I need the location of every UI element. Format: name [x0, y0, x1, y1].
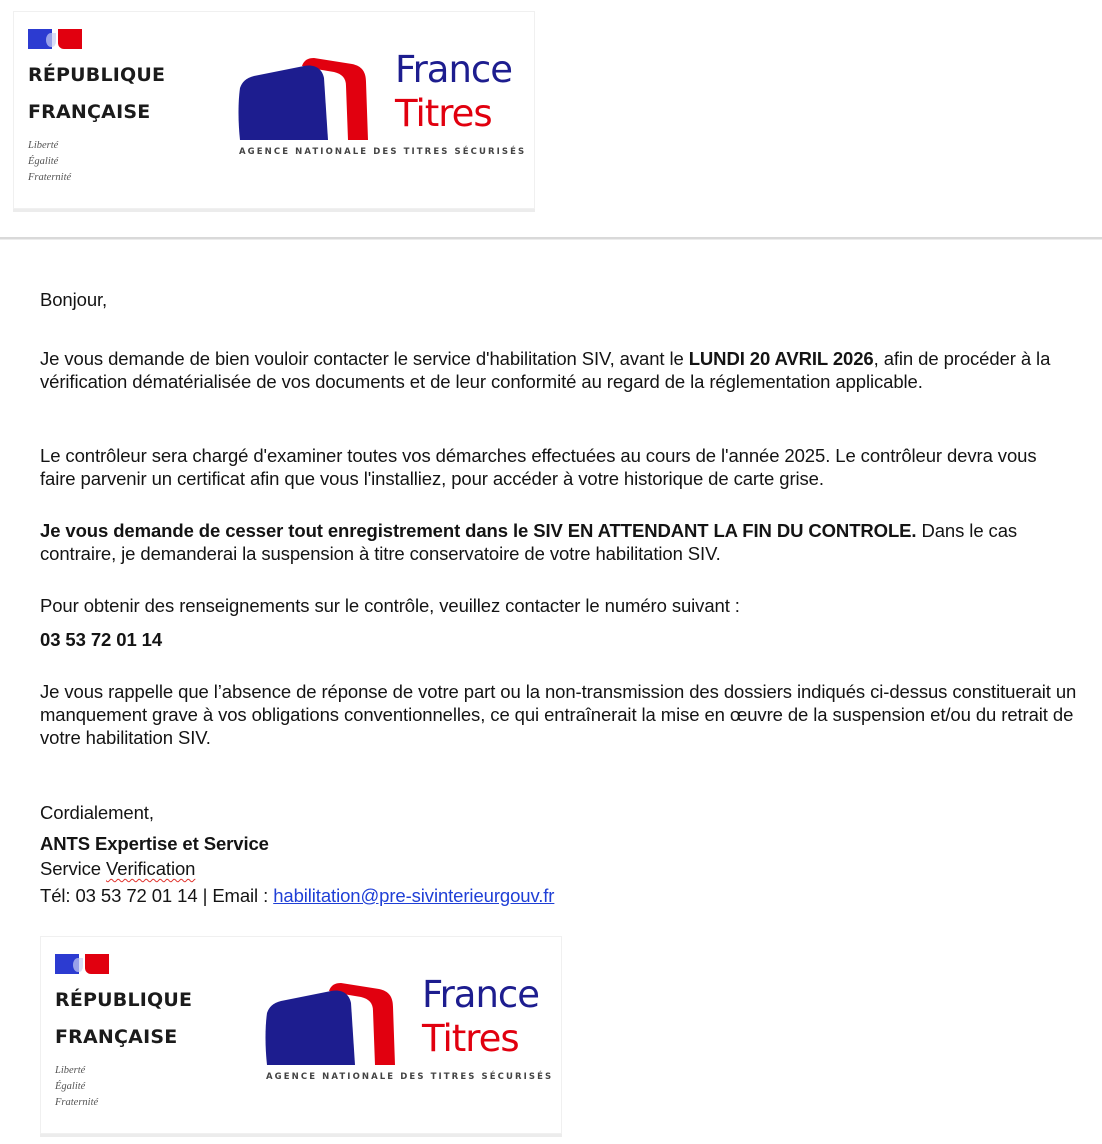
closing: Cordialement, [40, 802, 154, 823]
francaise-label: FRANÇAISE [28, 101, 151, 123]
service-prefix: Service [40, 858, 107, 879]
motto [28, 138, 71, 186]
francaise-label: FRANÇAISE [55, 1026, 178, 1048]
france-titres-emblem-icon [234, 52, 374, 140]
contact-prefix: Tél: 03 53 72 01 14 | Email : [40, 885, 274, 906]
motto-fraternite: Fraternité [28, 172, 72, 183]
paragraph-controller: Le contrôleur sera chargé d'examiner toutes vos démarches effectuées au cours de l'année 2025. Le contrôleur devra vous faire parvenir un certificat afin que vous l'installiez, pour accéder à votre historique de carte grise. [40, 445, 1037, 489]
brand-titres: Titres [422, 1017, 519, 1060]
republique-label: RÉPUBLIQUE [28, 64, 166, 86]
header-separator [0, 237, 1102, 240]
deadline-date: LUNDI 20 AVRIL 2026 [688, 348, 874, 369]
motto-liberte: Liberté [55, 1065, 86, 1076]
paragraph-info: Pour obtenir des renseignements sur le contrôle, veuillez contacter le numéro suivant : [40, 595, 740, 616]
greeting: Bonjour, [40, 289, 108, 310]
signature-service [40, 857, 195, 880]
signature-contact [40, 884, 554, 907]
p1-text-end: , afin de procéder à la vérification dématérialisée de vos documents et de leur conformité au regard de la réglementation applicable. [40, 348, 1051, 392]
p1-text: Je vous demande de bien vouloir contacter le service d'habilitation SIV, avant le [40, 348, 689, 369]
agency-tagline: AGENCE NATIONALE DES TITRES SÉCURISÉS [266, 1072, 554, 1082]
motto [55, 1063, 98, 1111]
p3-text: Dans le cas contraire, je demanderai la suspension à titre conservatoire de votre habilitation SIV. [40, 520, 1018, 564]
paragraph-stop-registration [40, 519, 1070, 565]
service-word: Verification [106, 858, 196, 879]
republique-label: RÉPUBLIQUE [55, 989, 193, 1011]
header-logo-banner [13, 11, 535, 209]
marianne-flag-icon [55, 954, 109, 974]
brand-france: France [395, 48, 513, 91]
motto-egalite: Égalité [55, 1081, 86, 1092]
phone-number: 03 53 72 01 14 [40, 629, 163, 650]
marianne-flag-icon [28, 29, 82, 49]
motto-liberte: Liberté [28, 140, 59, 151]
agency-tagline: AGENCE NATIONALE DES TITRES SÉCURISÉS [239, 147, 527, 157]
brand-france: France [422, 973, 540, 1016]
france-titres-emblem-icon [261, 977, 401, 1065]
paragraph-reminder: Je vous rappelle que l’absence de réponse de votre part ou la non-transmission des dossiers indiqués ci-dessus constituerait un manquement grave à vos obligations conventionnelles, ce qui entraînerait la mise en œuvre de la suspension et/ou du retrait de votre habilitation SIV. [40, 681, 1077, 748]
paragraph-contact-request [40, 347, 1070, 393]
signature-name: ANTS Expertise et Service [40, 833, 269, 854]
email-link[interactable]: habilitation@pre-sivinterieurgouv.fr [273, 885, 555, 906]
motto-fraternite: Fraternité [55, 1097, 99, 1108]
motto-egalite: Égalité [28, 156, 59, 167]
brand-titres: Titres [395, 92, 492, 135]
footer-logo-banner [40, 936, 562, 1134]
stop-warning: Je vous demande de cesser tout enregistrement dans le SIV EN ATTENDANT LA FIN DU CONTROLE. [40, 520, 917, 541]
